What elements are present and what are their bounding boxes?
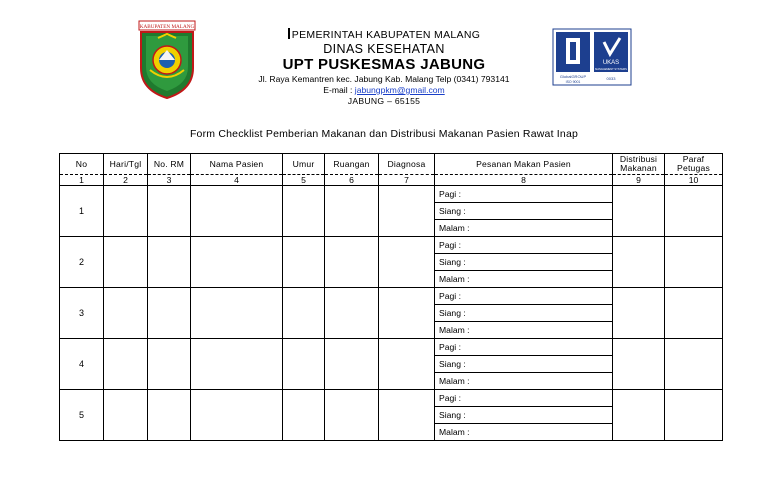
cert-number-text: 0033	[606, 76, 616, 81]
column-number: 3	[148, 175, 191, 186]
paraf-cell[interactable]	[665, 186, 723, 237]
column-number: 6	[325, 175, 379, 186]
distribusi-cell[interactable]	[613, 339, 665, 390]
meal-malam[interactable]: Malam :	[435, 373, 613, 390]
hari-tgl-cell[interactable]	[104, 339, 148, 390]
global-group-text: GlobalGROUP	[559, 74, 587, 79]
meal-pagi[interactable]: Pagi :	[435, 288, 613, 305]
ukas-text: UKAS	[602, 60, 620, 66]
row-number: 2	[60, 237, 104, 288]
row-number: 3	[60, 288, 104, 339]
hari-tgl-cell[interactable]	[104, 288, 148, 339]
column-number: 10	[665, 175, 723, 186]
distribusi-cell[interactable]	[613, 237, 665, 288]
row-number: 5	[60, 390, 104, 441]
nama-pasien-cell[interactable]	[191, 288, 283, 339]
umur-cell[interactable]	[283, 390, 325, 441]
no-rm-cell[interactable]	[148, 339, 191, 390]
column-number: 2	[104, 175, 148, 186]
table-row	[60, 339, 723, 356]
paraf-cell[interactable]	[665, 339, 723, 390]
column-number: 4	[191, 175, 283, 186]
paraf-cell[interactable]	[665, 288, 723, 339]
hari-tgl-cell[interactable]	[104, 186, 148, 237]
no-rm-cell[interactable]	[148, 390, 191, 441]
ruangan-cell[interactable]	[325, 186, 379, 237]
umur-cell[interactable]	[283, 288, 325, 339]
paraf-cell[interactable]	[665, 237, 723, 288]
row-number: 1	[60, 186, 104, 237]
column-number: 7	[379, 175, 435, 186]
ruangan-cell[interactable]	[325, 237, 379, 288]
diagnosa-cell[interactable]	[379, 237, 435, 288]
nama-pasien-cell[interactable]	[191, 237, 283, 288]
column-header: No. RM	[148, 154, 191, 175]
meal-siang[interactable]: Siang :	[435, 305, 613, 322]
umur-cell[interactable]	[283, 237, 325, 288]
column-header: Distribusi Makanan	[613, 154, 665, 175]
column-header: Diagnosa	[379, 154, 435, 175]
diagnosa-cell[interactable]	[379, 339, 435, 390]
hari-tgl-cell[interactable]	[104, 237, 148, 288]
nama-pasien-cell[interactable]	[191, 186, 283, 237]
government-name: PEMERINTAH KABUPATEN MALANG	[291, 29, 481, 41]
email-link[interactable]: jabungpkm@gmail.com	[354, 85, 445, 95]
meal-pagi[interactable]: Pagi :	[435, 237, 613, 254]
email-label: E-mail :	[323, 85, 355, 95]
header-row	[60, 154, 723, 175]
meal-malam[interactable]: Malam :	[435, 322, 613, 339]
meal-siang[interactable]: Siang :	[435, 203, 613, 220]
address-line: Jl. Raya Kemantren kec. Jabung Kab. Malang Telp (0341) 793141	[258, 74, 510, 84]
column-header: No	[60, 154, 104, 175]
paraf-cell[interactable]	[665, 390, 723, 441]
meal-siang[interactable]: Siang :	[435, 356, 613, 373]
column-header: Paraf Petugas	[665, 154, 723, 175]
column-header: Umur	[283, 154, 325, 175]
department-name: DINAS KESEHATAN	[323, 42, 445, 56]
checklist-table	[59, 153, 723, 441]
hari-tgl-cell[interactable]	[104, 390, 148, 441]
column-number: 9	[613, 175, 665, 186]
diagnosa-cell[interactable]	[379, 390, 435, 441]
nama-pasien-cell[interactable]	[191, 390, 283, 441]
institution-name: UPT PUSKESMAS JABUNG	[282, 56, 486, 73]
letterhead	[210, 28, 558, 106]
column-number-row	[60, 175, 723, 186]
column-number: 8	[435, 175, 613, 186]
kabupaten-malang-emblem	[136, 20, 198, 100]
table-row	[60, 237, 723, 254]
column-header: Pesanan Makan Pasien	[435, 154, 613, 175]
meal-siang[interactable]: Siang :	[435, 254, 613, 271]
column-header: Ruangan	[325, 154, 379, 175]
meal-pagi[interactable]: Pagi :	[435, 390, 613, 407]
table-row	[60, 390, 723, 407]
meal-malam[interactable]: Malam :	[435, 271, 613, 288]
umur-cell[interactable]	[283, 186, 325, 237]
column-header: Nama Pasien	[191, 154, 283, 175]
table-row	[60, 186, 723, 203]
certification-logos	[552, 28, 632, 86]
ruangan-cell[interactable]	[325, 288, 379, 339]
no-rm-cell[interactable]	[148, 237, 191, 288]
no-rm-cell[interactable]	[148, 288, 191, 339]
meal-malam[interactable]: Malam :	[435, 424, 613, 441]
ruangan-cell[interactable]	[325, 339, 379, 390]
form-title: Form Checklist Pemberian Makanan dan Distribusi Makanan Pasien Rawat Inap	[189, 128, 579, 140]
ruangan-cell[interactable]	[325, 390, 379, 441]
iso-text: ISO 9001	[565, 80, 581, 84]
emblem-label: KABUPATEN MALANG	[139, 24, 195, 30]
meal-siang[interactable]: Siang :	[435, 407, 613, 424]
meal-pagi[interactable]: Pagi :	[435, 186, 613, 203]
column-header: Hari/Tgl	[104, 154, 148, 175]
meal-malam[interactable]: Malam :	[435, 220, 613, 237]
postal-line: JABUNG – 65155	[347, 96, 421, 106]
ukas-subtext: MANAGEMENT SYSTEMS	[595, 68, 627, 71]
diagnosa-cell[interactable]	[379, 186, 435, 237]
meal-pagi[interactable]: Pagi :	[435, 339, 613, 356]
umur-cell[interactable]	[283, 339, 325, 390]
diagnosa-cell[interactable]	[379, 288, 435, 339]
distribusi-cell[interactable]	[613, 186, 665, 237]
distribusi-cell[interactable]	[613, 288, 665, 339]
column-number: 1	[60, 175, 104, 186]
no-rm-cell[interactable]	[148, 186, 191, 237]
column-number: 5	[283, 175, 325, 186]
row-number: 4	[60, 339, 104, 390]
distribusi-cell[interactable]	[613, 390, 665, 441]
table-row	[60, 288, 723, 305]
nama-pasien-cell[interactable]	[191, 339, 283, 390]
